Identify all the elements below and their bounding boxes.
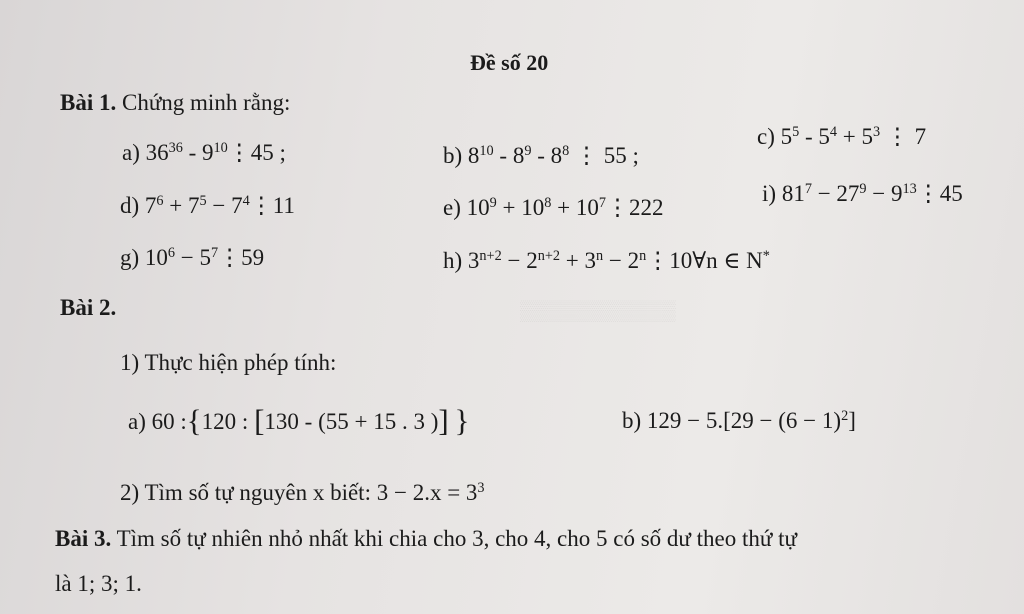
label-b: b) <box>443 143 463 168</box>
label-2b: b) <box>622 408 642 433</box>
bai1-heading: Bài 1. <box>60 90 117 115</box>
problem-1g: g) $10^6$ − $5^7⋮59$ <box>120 245 265 270</box>
problem-1i: i) $81^7 - 27^9$ − $9^{13}⋮45$ <box>762 181 963 206</box>
problem-1h: h) $3^{n+2} - 2^{n+2} + 3^n$ − $2^n⋮10\forall n$ ∈ N* <box>443 248 770 273</box>
label-i: i) <box>762 181 777 206</box>
label-c: c) <box>757 124 775 149</box>
page-title: Đề số 20 <box>470 50 549 75</box>
bai1-line <box>60 90 290 116</box>
bai3-heading: Bài 3. <box>55 526 112 551</box>
bai3-line2: là 1; 3; 1. <box>55 571 142 596</box>
problem-1e: e) $10^9 + 10^8$ + $10^7⋮222$ <box>443 195 664 220</box>
bai2-part2: 2) Tìm số tự nguyên x biết: $3 - 2.x = 3^3$ <box>120 480 485 505</box>
label-g: g) <box>120 245 140 270</box>
bai3-line1 <box>55 526 797 552</box>
label-2a: a) <box>128 409 146 435</box>
bai2-part1: 1) Thực hiện phép tính: <box>120 350 337 375</box>
label-h: h) <box>443 248 463 273</box>
problem-2a: a) 60 :{120 : [130 - (55 + 15 . 3 )] } <box>128 403 470 438</box>
label-e: e) <box>443 195 461 220</box>
label-d: d) <box>120 193 140 218</box>
bai1-intro: Chứng minh rằng: <box>121 90 291 115</box>
bleed-through-shading: ▒▒▒▒▒▒▒▒▒▒▒ <box>520 300 676 322</box>
bai2-heading: Bài 2. <box>60 295 117 320</box>
problem-1a: a) $36^{36}$ - $9^{10}⋮45$ ; <box>122 140 286 165</box>
problem-1d: d) $7^6 + 7^5$ − $7^4⋮11$ <box>120 193 295 218</box>
problem-2b: b) $129 - 5.[29 - (6 - 1)^2]$ <box>622 408 856 433</box>
label-a: a) <box>122 140 140 165</box>
bai3-text: Tìm số tự nhiên nhỏ nhất khi chia cho 3, cho 4, cho 5 có số dư theo thứ tự <box>116 526 797 551</box>
problem-1c: c) $5^5 - 5^4 + 5^3$ ⋮ 7 <box>757 124 927 149</box>
problem-1b: b) $8^{10} - 8^9 - 8^8$ ⋮ 55 ; <box>443 143 639 168</box>
